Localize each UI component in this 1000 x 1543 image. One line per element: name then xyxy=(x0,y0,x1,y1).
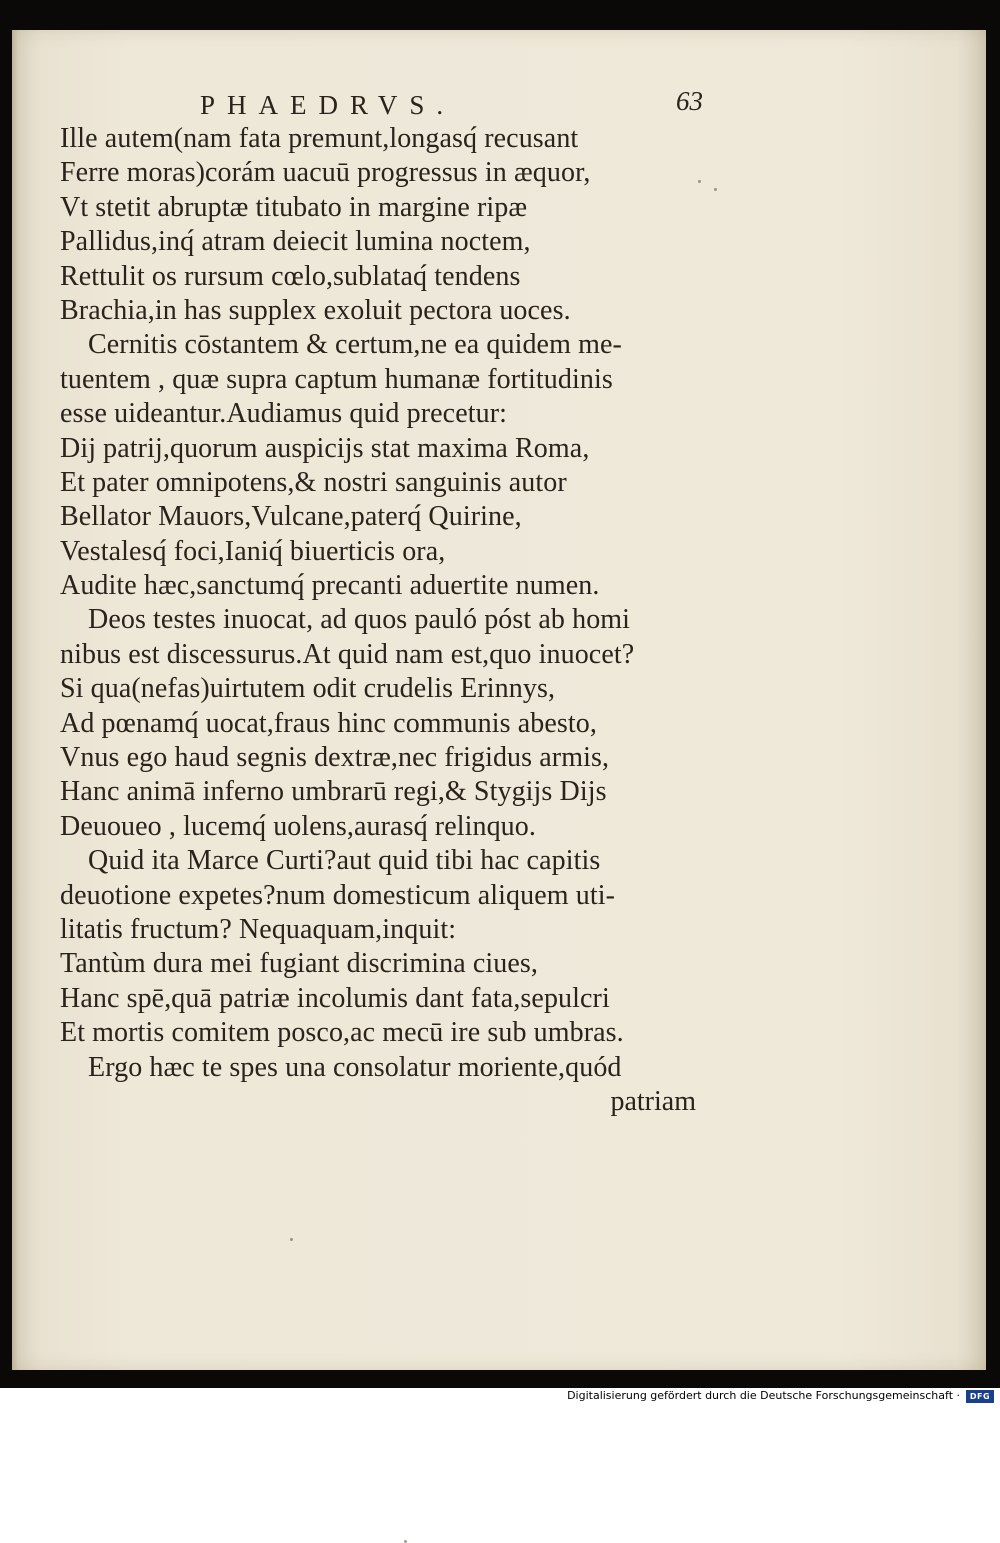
catchword: patriam xyxy=(610,1085,696,1117)
text-line: Pallidus,inq́ atram deiecit lumina noctem, xyxy=(60,226,531,258)
text-line: Si qua(nefas)uirtutem odit crudelis Erinnys, xyxy=(60,673,556,705)
text-line: Dij patrij,quorum auspicijs stat maxima Roma, xyxy=(60,432,590,464)
text-line: Ergo hæc te spes una consolatur moriente,quód xyxy=(88,1051,622,1083)
text-line: Hanc animā inferno umbrarū regi,& Stygijs Dijs xyxy=(60,776,607,808)
running-head: PHAEDRVS. xyxy=(200,90,456,120)
text-line: Vestalesq́ foci,Ianiq́ biuerticis ora, xyxy=(60,535,446,567)
text-line: Vnus ego haud segnis dextræ,nec frigidus armis, xyxy=(60,742,610,774)
text-line: Audite hæc,sanctumq́ precanti aduertite numen. xyxy=(60,570,600,602)
paper-speck xyxy=(290,1238,293,1241)
text-line: Deuoueo , lucemq́ uolens,aurasq́ relinquo. xyxy=(60,810,536,842)
text-line: Cernitis cōstantem & certum,ne ea quidem me- xyxy=(88,329,622,361)
text-line: Et pater omnipotens,& nostri sanguinis autor xyxy=(60,466,567,498)
text-line: Rettulit os rursum cœlo,sublataq́ tendens xyxy=(60,260,521,292)
text-line: Ad pœnamq́ uocat,fraus hinc communis abesto, xyxy=(60,707,597,739)
text-line: tuentem , quæ supra captum humanæ fortitudinis xyxy=(60,363,613,395)
text-line: Brachia,in has supplex exoluit pectora uoces. xyxy=(60,294,571,326)
text-line: Hanc spē,quā patriæ incolumis dant fata,sepulcri xyxy=(60,982,610,1014)
text-line: Deos testes inuocat, ad quos pauló póst ab homi xyxy=(88,604,631,636)
text-line: Et mortis comitem posco,ac mecū ire sub umbras. xyxy=(60,1017,624,1049)
text-line: nibus est discessurus.At quid nam est,quo inuocet? xyxy=(60,638,635,670)
paper-speck xyxy=(714,188,717,191)
text-line: deuotione expetes?num domesticum aliquem uti- xyxy=(60,879,616,911)
text-line: Tantùm dura mei fugiant discrimina ciues, xyxy=(60,948,539,980)
text-line: Quid ita Marce Curti?aut quid tibi hac capitis xyxy=(88,845,601,877)
page-number: 63 xyxy=(676,86,703,116)
page-edge xyxy=(12,30,18,1370)
text-line: Ferre moras)corám uacuū progressus in æquor, xyxy=(60,157,591,189)
text-line: Bellator Mauors,Vulcane,paterq́ Quirine, xyxy=(60,501,522,533)
text-block xyxy=(60,122,700,1119)
text-line: Vt stetit abruptæ titubato in margine ripæ xyxy=(60,191,528,223)
text-line: litatis fructum? Nequaquam,inquit: xyxy=(60,913,457,945)
text-line: esse uideantur.Audiamus quid precetur: xyxy=(60,398,508,430)
text-line: Ille autem(nam fata premunt,longasq́ recusant xyxy=(60,123,579,154)
funding-credit: Digitalisierung gefördert durch die Deutsche Forschungsgemeinschaft · xyxy=(567,1389,960,1402)
dfg-logo-icon: DFG xyxy=(966,1390,994,1403)
